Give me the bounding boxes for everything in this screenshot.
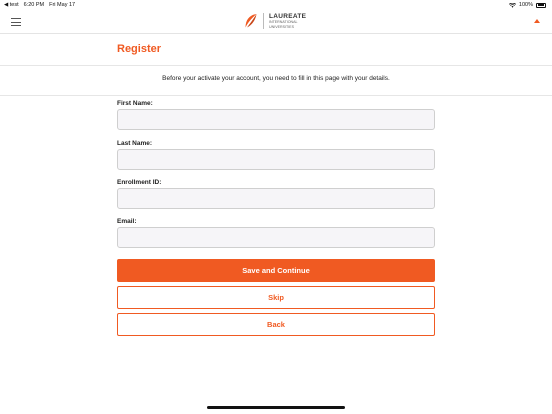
chevron-up-icon[interactable] [534,19,540,23]
wifi-icon [509,3,516,8]
logo-divider [263,13,264,29]
back-button[interactable]: Back [117,313,435,336]
enrollment-id-input[interactable] [117,188,435,209]
last-name-label: Last Name: [117,140,153,147]
first-name-field [117,100,435,130]
email-label: Email: [117,218,137,225]
status-left [4,2,75,8]
battery-icon [536,3,546,8]
leaf-logo-icon [244,13,258,29]
logo-sub-text-1: INTERNATIONAL [269,20,298,25]
laureate-logo [244,13,306,29]
back-to-app-link[interactable]: ◀ test [4,2,19,8]
save-and-continue-button[interactable]: Save and Continue [117,259,435,282]
status-time: 6:20 PM [23,2,45,8]
enrollment-id-field [117,179,435,209]
logo-main-text: LAUREATE [269,13,307,21]
nav-bar [0,10,552,34]
skip-button[interactable]: Skip [117,286,435,309]
email-field [117,218,435,248]
logo-text [269,13,306,28]
hamburger-menu-icon[interactable] [11,18,21,26]
logo-sub-text-2: UNIVERSITIES [269,24,294,29]
last-name-field [117,140,435,170]
page-title: Register [117,43,162,55]
status-date: Fri May 17 [49,2,76,8]
status-bar [0,0,552,10]
battery-percent: 100% [518,2,533,8]
first-name-label: First Name: [117,100,153,107]
email-input[interactable] [117,227,435,248]
enrollment-id-label: Enrollment ID: [117,179,162,186]
last-name-input[interactable] [117,149,435,170]
home-indicator[interactable] [207,406,345,409]
status-right [509,2,546,8]
first-name-input[interactable] [117,109,435,130]
intro-text: Before your activate your account, you need to fill in this page with your details. [162,75,390,82]
